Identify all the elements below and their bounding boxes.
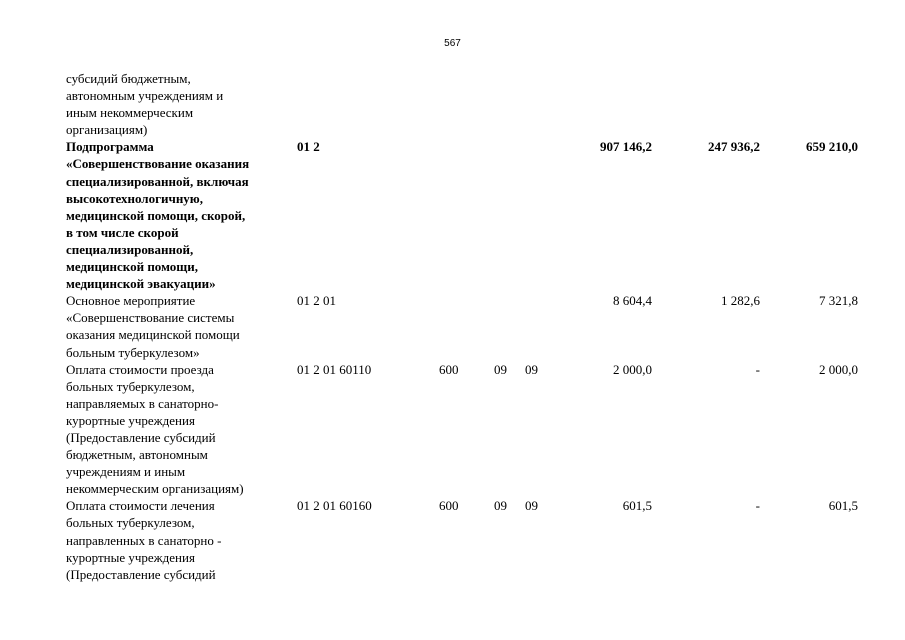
row-sum-federal: 1 282,6 bbox=[721, 293, 760, 309]
row-code: 01 2 01 bbox=[297, 293, 336, 309]
row-name-line: больным туберкулезом» bbox=[66, 344, 200, 360]
row-expense-type: 600 bbox=[439, 361, 459, 377]
row-name-line: больных туберкулезом, bbox=[66, 378, 195, 394]
row-code: 01 2 01 60110 bbox=[297, 361, 372, 377]
row-name-line: специализированной, bbox=[66, 241, 194, 257]
row-name-line: высокотехнологичную, bbox=[66, 190, 203, 206]
row-section: 09 bbox=[494, 498, 507, 514]
row-name-line: (Предоставление субсидий bbox=[66, 429, 216, 445]
row-total: 2 000,0 bbox=[613, 361, 652, 377]
row-name-line: специализированной, включая bbox=[66, 173, 249, 189]
row-total: 907 146,2 bbox=[600, 139, 652, 155]
row-code: 01 2 bbox=[297, 139, 320, 155]
row-name-line: больных туберкулезом, bbox=[66, 515, 195, 531]
row-name-line: иным некоммерческим bbox=[66, 105, 194, 121]
table-row bbox=[0, 497, 905, 582]
table-row bbox=[0, 361, 905, 498]
table-row bbox=[0, 138, 905, 292]
row-name-line: «Совершенствование оказания bbox=[66, 156, 250, 172]
row-name-line: направленных в санаторно - bbox=[66, 532, 222, 548]
row-name-line: медицинской помощи, скорой, bbox=[66, 207, 246, 223]
budget-table bbox=[0, 70, 905, 583]
row-name-line: учреждениям и иным bbox=[66, 464, 186, 480]
row-sum-regional: 601,5 bbox=[828, 498, 858, 514]
row-total: 8 604,4 bbox=[613, 293, 652, 309]
row-name-line: бюджетным, автономным bbox=[66, 447, 208, 463]
row-name-line: организациям) bbox=[66, 122, 148, 138]
row-name-line: оказания медицинской помощи bbox=[66, 327, 240, 343]
row-name-line: медицинской эвакуации» bbox=[66, 276, 216, 292]
row-total: 601,5 bbox=[622, 498, 652, 514]
row-sum-regional: 2 000,0 bbox=[819, 361, 858, 377]
row-name-line: (Предоставление субсидий bbox=[66, 566, 216, 582]
row-name-line: Основное мероприятие bbox=[66, 293, 196, 309]
row-name-line: медицинской помощи, bbox=[66, 259, 198, 275]
row-name-line: некоммерческим организациям) bbox=[66, 481, 244, 497]
row-name bbox=[66, 497, 294, 582]
row-name-line: в том числе скорой bbox=[66, 224, 179, 240]
row-sum-federal: 247 936,2 bbox=[708, 139, 760, 155]
table-row bbox=[0, 292, 905, 360]
row-sum-federal: - bbox=[755, 361, 760, 377]
row-sum-regional: 659 210,0 bbox=[806, 139, 858, 155]
row-name-line: Оплата стоимости лечения bbox=[66, 498, 215, 514]
table-row bbox=[0, 70, 905, 138]
row-name-line: Оплата стоимости проезда bbox=[66, 361, 214, 377]
row-name-line: направляемых в санаторно- bbox=[66, 395, 219, 411]
row-sum-regional: 7 321,8 bbox=[819, 293, 858, 309]
row-name bbox=[66, 70, 294, 138]
row-expense-type: 600 bbox=[439, 498, 459, 514]
row-name-line: Подпрограмма bbox=[66, 139, 154, 155]
page-number: 567 bbox=[444, 38, 461, 49]
row-name bbox=[66, 138, 294, 292]
row-subsection: 09 bbox=[525, 498, 538, 514]
row-name-line: «Совершенствование системы bbox=[66, 310, 235, 326]
row-section: 09 bbox=[494, 361, 507, 377]
row-name-line: курортные учреждения bbox=[66, 412, 195, 428]
row-subsection: 09 bbox=[525, 361, 538, 377]
row-name-line: автономным учреждениям и bbox=[66, 88, 224, 104]
row-code: 01 2 01 60160 bbox=[297, 498, 372, 514]
row-name-line: курортные учреждения bbox=[66, 549, 195, 565]
row-sum-federal: - bbox=[755, 498, 760, 514]
row-name bbox=[66, 292, 294, 360]
row-name-line: субсидий бюджетным, bbox=[66, 71, 191, 86]
row-name bbox=[66, 361, 294, 498]
